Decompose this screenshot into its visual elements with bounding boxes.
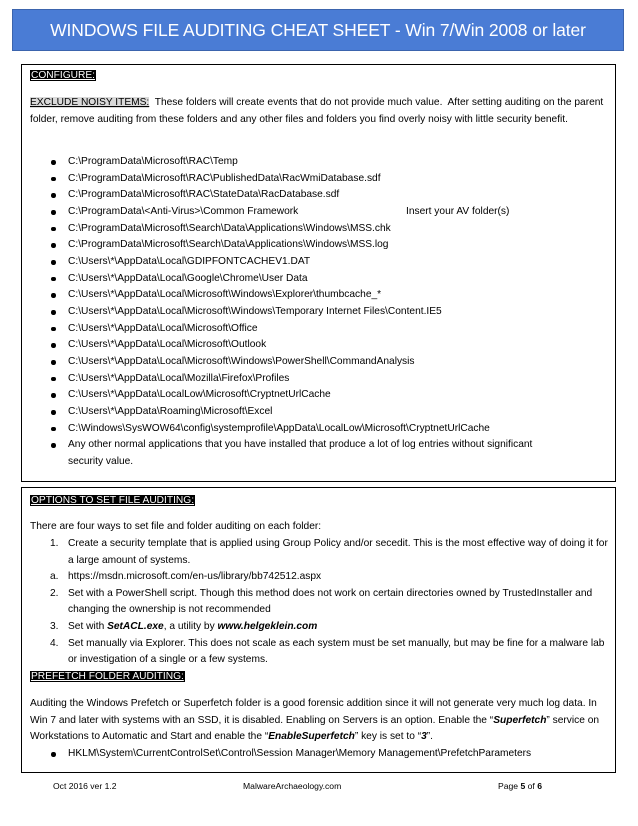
options-intro: There are four ways to set file and folder auditing on each folder: (30, 521, 322, 532)
list-item (22, 371, 612, 388)
item-number: 2. (50, 587, 59, 599)
item-number: 1. (50, 538, 59, 549)
superfetch-term: Superfetch (493, 714, 547, 726)
folder-path: C:\Windows\SysWOW64\config\systemprofile\AppData\LocalLow\Microsoft\CryptnetUrlCache (68, 422, 490, 434)
list-item (22, 354, 612, 371)
page-title: WINDOWS FILE AUDITING CHEAT SHEET - Win 7/Win 2008 or later (50, 20, 586, 40)
folder-path: C:\ProgramData\<Anti-Virus>\Common Framework (68, 206, 299, 218)
bullet-icon (51, 427, 56, 432)
options-heading: OPTIONS TO SET FILE AUDITING: (31, 495, 195, 506)
list-item (22, 204, 612, 221)
folder-path: C:\Users\*\AppData\Local\Mozilla\Firefox\Profiles (68, 372, 290, 384)
bullet-icon (51, 277, 56, 282)
folder-path: C:\Users\*\AppData\Local\Microsoft\Office (68, 322, 258, 334)
list-item (22, 287, 612, 304)
configure-section (21, 64, 616, 482)
list-item (22, 437, 558, 470)
configure-heading-wrap (30, 68, 96, 85)
bullet-icon (51, 210, 56, 215)
folder-list (22, 154, 612, 471)
page-number: 5 (520, 781, 526, 791)
list-item (22, 636, 608, 669)
list-item (22, 536, 608, 569)
exclude-paragraph (30, 95, 605, 128)
option-text: Set with a PowerShell script. Though this method does not work on certain directories owned by TrustedInstaller and changing the ownership is not recommended (68, 587, 593, 616)
option-text: Set manually via Explorer. This does not scale as each system must be set manually, but may be fine for a malware lab or investigation of a single or a few systems. (68, 637, 605, 666)
bullet-icon (51, 310, 56, 315)
list-item (22, 271, 612, 288)
folder-path: C:\Users\*\AppData\Local\Microsoft\Windows\Temporary Internet Files\Content.IE5 (68, 306, 442, 318)
bullet-icon (51, 243, 56, 248)
list-item (22, 187, 612, 204)
folder-path: C:\Users\*\AppData\LocalLow\Microsoft\CryptnetUrlCache (68, 389, 331, 401)
enablesuperfetch-term: EnableSuperfetch (268, 731, 355, 743)
setacl-tool: SetACL.exe (107, 620, 164, 632)
template-link[interactable]: https://msdn.microsoft.com/en-us/library/bb742512.aspx (68, 571, 322, 583)
bullet-icon (51, 360, 56, 365)
bullet-icon (51, 752, 56, 757)
folder-path: C:\ProgramData\Microsoft\RAC\StateData\RacDatabase.sdf (68, 189, 340, 201)
folder-path: C:\ProgramData\Microsoft\RAC\Temp (68, 156, 238, 167)
folder-path: C:\ProgramData\Microsoft\RAC\PublishedData\RacWmiDatabase.sdf (68, 172, 381, 184)
list-item (22, 619, 608, 636)
folder-path: C:\ProgramData\Microsoft\Search\Data\Applications\Windows\MSS.chk (68, 222, 391, 234)
page-title-banner (12, 9, 624, 51)
option-text: Set with (68, 620, 108, 632)
item-number: 3. (50, 620, 59, 632)
bullet-icon (51, 393, 56, 398)
bullet-icon (51, 343, 56, 348)
list-item (22, 304, 612, 321)
list-item (22, 586, 608, 619)
bullet-icon (51, 227, 56, 232)
page-label: Page (498, 781, 521, 791)
registry-key: HKLM\System\CurrentControlSet\Control\Session Manager\Memory Management\PrefetchParameters (68, 748, 532, 759)
list-item (22, 237, 612, 254)
list-item (22, 569, 608, 586)
bullet-icon (51, 177, 56, 182)
option-text: , a utility by (163, 620, 218, 632)
option-text: Create a security template that is applied using Group Policy and/or secedit. This is the most effective way of doing it for a large amount of systems. (68, 538, 608, 566)
folder-path: C:\Users\*\AppData\Local\Google\Chrome\User Data (68, 272, 308, 284)
page-total: 6 (537, 781, 542, 791)
list-item (22, 421, 612, 438)
bullet-icon (51, 160, 56, 165)
exclude-text: These folders will create events that do not provide much value. After setting auditing on the parent folder, remove auditing from these folders and any other files and folders you find overly noisy with little security benefit. (30, 97, 607, 125)
prefetch-heading: PREFETCH FOLDER AUDITING: (31, 671, 184, 682)
prefetch-text: ”. (426, 731, 433, 743)
prefetch-heading-wrap (30, 669, 185, 686)
helgeklein-link[interactable]: www.helgeklein.com (217, 620, 318, 632)
bullet-icon (51, 293, 56, 298)
footer-page (498, 778, 542, 795)
folder-path: C:\Users\*\AppData\Local\Microsoft\Windows\PowerShell\CommandAnalysis (68, 356, 415, 368)
exclude-label: EXCLUDE NOISY ITEMS: (30, 97, 150, 108)
footer-date: Oct 2016 ver 1.2 (53, 781, 117, 791)
list-item (22, 221, 612, 238)
list-item (22, 171, 612, 188)
of-label: of (525, 781, 538, 791)
folder-path: C:\Users\*\AppData\Local\Microsoft\Outlook (68, 339, 267, 351)
options-list (22, 536, 612, 669)
folder-path: C:\Users\*\AppData\Roaming\Microsoft\Excel (68, 406, 273, 418)
folder-path: C:\Users\*\AppData\Local\Microsoft\Windows\Explorer\thumbcache_* (68, 289, 382, 301)
folder-path: C:\Users\*\AppData\Local\GDIPFONTCACHEV1.DAT (68, 256, 311, 268)
bullet-icon (51, 377, 56, 382)
bullet-icon (51, 327, 56, 332)
prefetch-text: ” key is set to “ (354, 731, 422, 743)
footer-site: MalwareArchaeology.com (243, 781, 342, 791)
folder-path: C:\ProgramData\Microsoft\Search\Data\Applications\Windows\MSS.log (68, 239, 389, 251)
prefetch-text: ” service on Workstations to Automatic and Start and enable the “ (30, 714, 600, 743)
bullet-icon (51, 260, 56, 265)
prefetch-text: Auditing the Windows Prefetch or Superfetch folder is a good forensic addition since it will not generate very much log data. In Win 7 and later with systems with an SSD, it is disabled. Enabling on Servers is an option. Enable the “ (30, 698, 597, 726)
av-note: Insert your AV folder(s) (406, 206, 510, 218)
bullet-icon (51, 410, 56, 415)
list-item (22, 254, 612, 271)
bullet-icon (51, 193, 56, 198)
prefetch-paragraph (30, 696, 605, 746)
options-heading-wrap (30, 493, 195, 510)
list-item (22, 154, 612, 171)
other-apps-note: Any other normal applications that you have installed that produce a lot of log entries without significant security value. (68, 439, 533, 468)
item-number: 4. (50, 637, 59, 649)
list-item (22, 387, 612, 404)
options-section (21, 487, 616, 773)
list-item (22, 404, 612, 421)
bullet-icon (51, 443, 56, 448)
list-item (22, 337, 612, 354)
configure-heading: CONFIGURE: (31, 70, 95, 81)
superfetch-value: 3 (421, 731, 427, 743)
item-number: a. (50, 571, 59, 583)
list-item (22, 321, 612, 338)
